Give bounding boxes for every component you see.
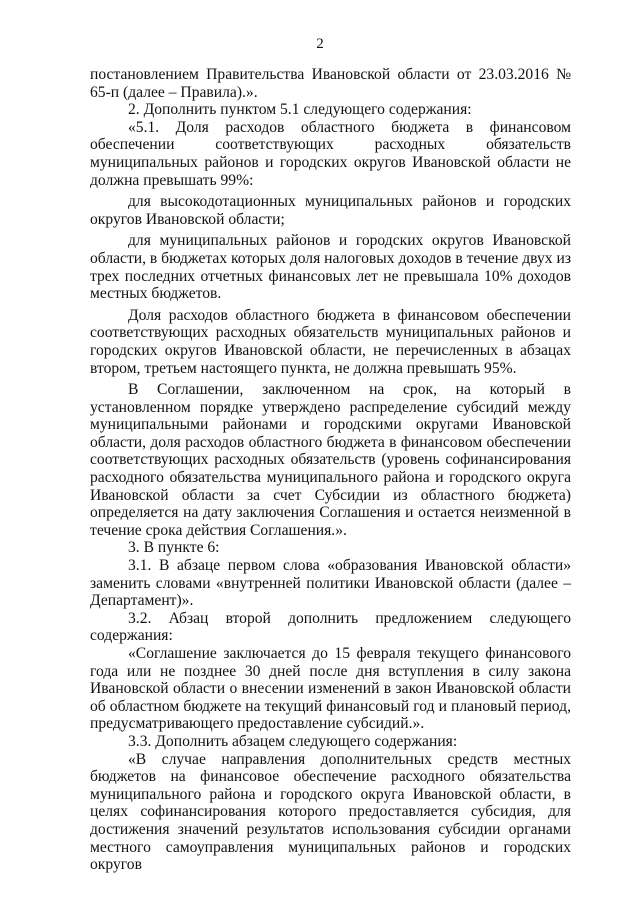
paragraph: для высокодотационных муниципальных районов и городских округов Ивановской области; [90, 193, 571, 228]
paragraph: «В случае направления дополнительных средств местных бюджетов на финансовое обеспечение расходного обязательства муниципального района и городского округа Ивановской области, в целях софинансирования которого предоставляется субсидия, для достижения значений результатов использования субсидии органами местного самоуправления муниципальных районов и городских округов [90, 750, 571, 874]
paragraph: 2. Дополнить пунктом 5.1 следующего содержания: [128, 101, 472, 119]
paragraph: Доля расходов областного бюджета в финансовом обеспечении соответствующих расходных обязательств муниципальных районов и городских округов Ивановской области, не перечисленных в абзацах втором, третьем настоящего пункта, не должна превышать 95%. [90, 306, 571, 377]
page-number: 2 [316, 36, 324, 52]
paragraph: постановлением Правительства Ивановской области от 23.03.2016 № 65-п (далее – Правила).». [90, 66, 571, 101]
paragraph: для муниципальных районов и городских округов Ивановской области, в бюджетах которых доля налоговых доходов в течение двух из трех последних отчетных финансовых лет не превышала 10% доходов местных бюджетов. [90, 232, 571, 303]
paragraph: 3.3. Дополнить абзацем следующего содержания: [128, 732, 458, 750]
paragraph: 3. В пункте 6: [128, 539, 220, 557]
paragraph: «5.1. Доля расходов областного бюджета в финансовом обеспечении соответствующих расходных обязательств муниципальных районов и городских округов Ивановской области не должна превышать 99%: [90, 118, 571, 189]
paragraph: 3.1. В абзаце первом слова «образования Ивановской области» заменить словами «внутренней политики Ивановской области (далее – Департамент)». [90, 557, 571, 610]
paragraph: В Соглашении, заключенном на срок, на который в установленном порядке утверждено распределение субсидий между муниципальными районами и городскими округами Ивановской области, доля расходов областного бюджета в финансовом обеспечении соответствующих расходных обязательств (уровень софинансирования расходного обязательства муниципального района и городского округа Ивановской области за счет Субсидии из областного бюджета) определяется на дату заключения Соглашения и остается неизменной в течение срока действия Соглашения.». [90, 381, 571, 539]
document-body [90, 66, 571, 874]
paragraph: «Соглашение заключается до 15 февраля текущего финансового года или не позднее 30 дней после дня вступления в силу закона Ивановской области о внесении изменений в закон Ивановской области об областном бюджете на текущий финансовый год и плановый период, предусматривающего предоставление субсидий.». [90, 645, 571, 733]
paragraph: 3.2. Абзац второй дополнить предложением следующего содержания: [90, 609, 571, 645]
